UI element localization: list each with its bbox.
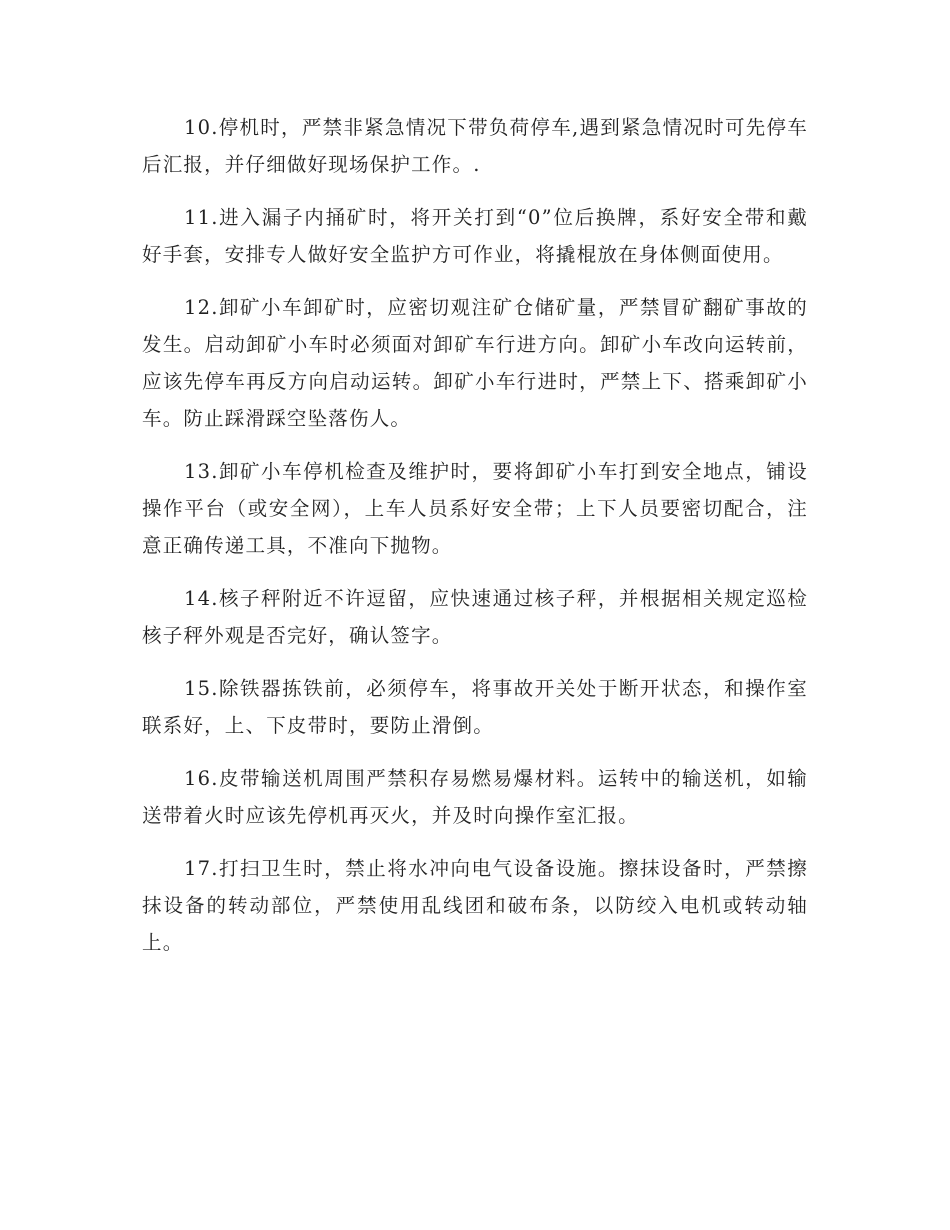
- paragraph-item-13: 13.卸矿小车停机检查及维护时，要将卸矿小车打到安全地点，铺设操作平台（或安全网），上车人员系好安全带；上下人员要密切配合，注意正确传递工具，不准向下抛物。: [142, 460, 808, 557]
- paragraph-item-16: 16.皮带输送机周围严禁积存易燃易爆材料。运转中的输送机，如输送带着火时应该先停机再灭火，并及时向操作室汇报。: [142, 767, 808, 827]
- paragraph-item-15: 15.除铁器拣铁前，必须停车，将事故开关处于断开状态，和操作室联系好，上、下皮带时，要防止滑倒。: [142, 677, 808, 737]
- paragraph-item-17: 17.打扫卫生时，禁止将水冲向电气设备设施。擦抹设备时，严禁擦抹设备的转动部位，严禁使用乱线团和破布条，以防绞入电机或转动轴上。: [142, 857, 808, 954]
- paragraph-item-10: 10.停机时，严禁非紧急情况下带负荷停车,遇到紧急情况时可先停车后汇报，并仔细做好现场保护工作。.: [142, 116, 808, 176]
- document-body: [142, 109, 808, 977]
- paragraph-item-11: 11.进入漏子内捅矿时，将开关打到“0”位后换牌，系好安全带和戴好手套，安排专人做好安全监护方可作业，将撬棍放在身体侧面使用。: [142, 206, 808, 266]
- paragraph-item-12: 12.卸矿小车卸矿时，应密切观注矿仓储矿量，严禁冒矿翻矿事故的发生。启动卸矿小车时必须面对卸矿车行进方向。卸矿小车改向运转前，应该先停车再反方向启动运转。卸矿小车行进时，严禁上下、搭乘卸矿小车。防止踩滑踩空坠落伤人。: [142, 296, 808, 430]
- paragraph-item-14: 14.核子秤附近不许逗留，应快速通过核子秤，并根据相关规定巡检核子秤外观是否完好，确认签字。: [142, 587, 808, 647]
